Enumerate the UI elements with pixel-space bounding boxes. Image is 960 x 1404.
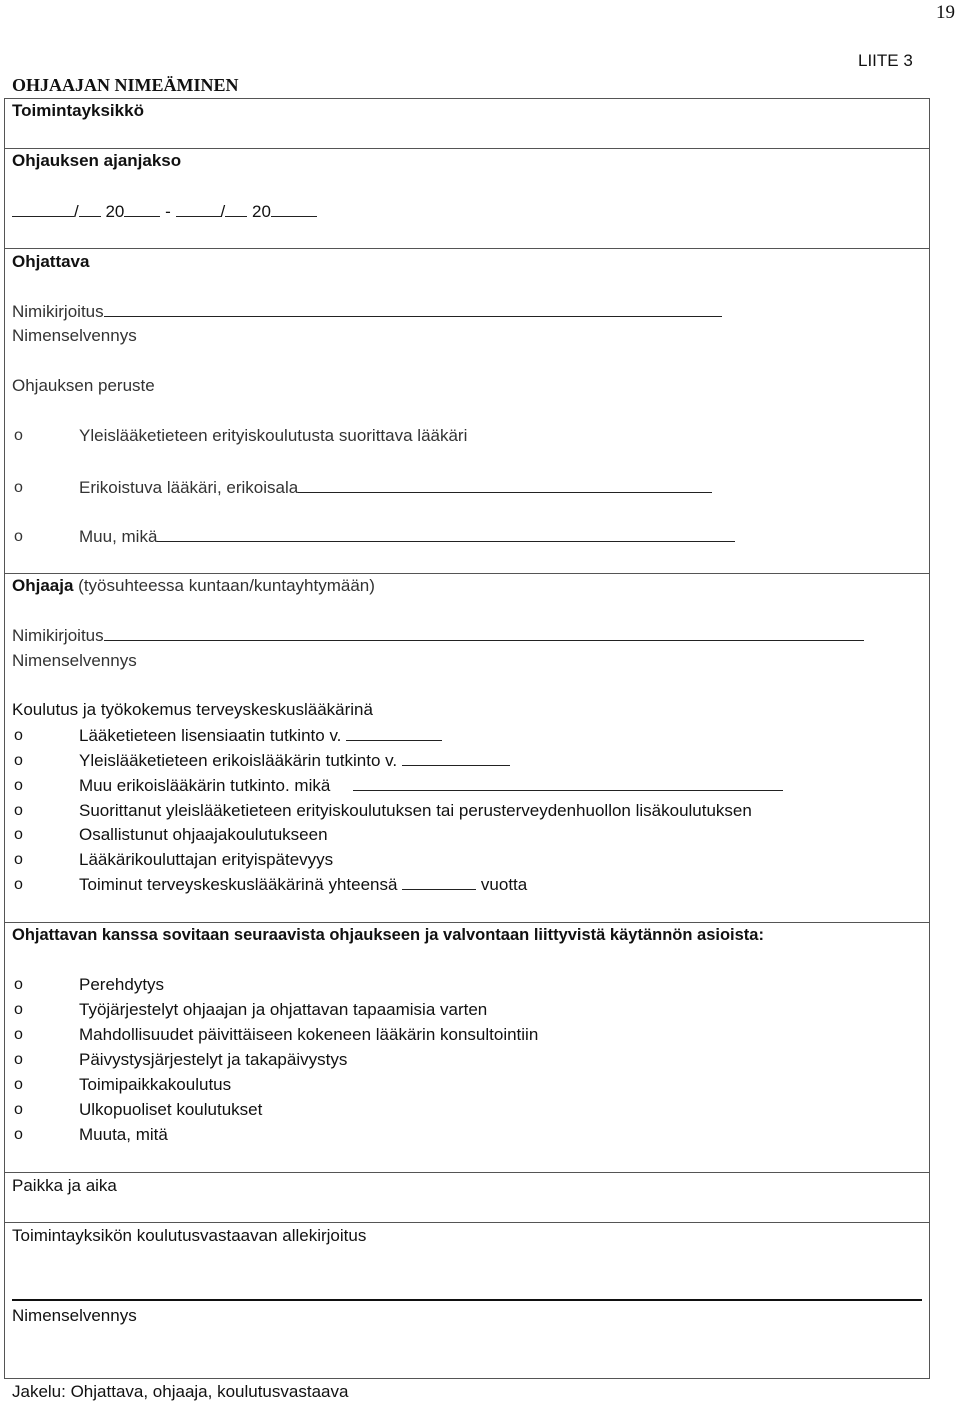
item-workplace-training: Toimipaikkakoulutus [79, 1075, 232, 1094]
place-date-label: Paikka ja aika [12, 1176, 117, 1195]
checkbox-other-matters[interactable]: o [14, 1126, 23, 1143]
radio-other[interactable]: o [14, 528, 23, 545]
item-other-matters: Muuta, mitä [79, 1125, 168, 1144]
checkbox-other-specialist[interactable]: o [14, 777, 23, 794]
option-gp-trainee: Yleislääketieteen erityiskoulutusta suorittava lääkäri [79, 426, 468, 445]
checkbox-on-call[interactable]: o [14, 1051, 23, 1068]
checkbox-gp-specialist[interactable]: o [14, 752, 23, 769]
item-supervisor-training: Osallistunut ohjaajakoulutukseen [79, 825, 328, 844]
checkbox-workplace-training[interactable]: o [14, 1076, 23, 1093]
option-specialist-trainee: Erikoistuva lääkäri, erikoisala [79, 478, 712, 498]
item-meetings: Työjärjestelyt ohjaajan ja ohjattavan tapaamisia varten [79, 1000, 488, 1019]
item-external-training: Ulkopuoliset koulutukset [79, 1100, 263, 1119]
supervision-basis-label: Ohjauksen peruste [12, 376, 155, 395]
option-other: Muu, mikä [79, 527, 735, 547]
period-label: Ohjauksen ajanjakso [12, 151, 182, 170]
supervisee-signature-field[interactable]: Nimikirjoitus [12, 302, 722, 322]
item-md-degree: Lääketieteen lisensiaatin tutkinto v. [79, 726, 442, 746]
checkbox-orientation[interactable]: o [14, 976, 23, 993]
distribution-note: Jakelu: Ohjattava, ohjaaja, koulutusvastaava [12, 1382, 349, 1401]
checkbox-work-years[interactable]: o [14, 876, 23, 893]
checkbox-md-degree[interactable]: o [14, 727, 23, 744]
supervisor-name-label: Nimenselvennys [12, 651, 137, 670]
supervisor-heading: Ohjaaja (työsuhteessa kuntaan/kuntayhtymään) [12, 576, 375, 595]
item-work-years: Toiminut terveyskeskuslääkärinä yhteensä vuotta [79, 875, 528, 894]
radio-gp-trainee[interactable]: o [14, 427, 23, 444]
experience-label: Koulutus ja työkokemus terveyskeskuslääkärinä [12, 700, 373, 719]
supervisor-signature-field[interactable]: Nimikirjoitus [12, 626, 864, 646]
signature-line[interactable] [12, 1299, 922, 1301]
checkbox-trainer-competence[interactable]: o [14, 851, 23, 868]
checkbox-meetings[interactable]: o [14, 1001, 23, 1018]
item-consultation: Mahdollisuudet päivittäiseen kokeneen lääkärin konsultointiin [79, 1025, 539, 1044]
item-gp-specialist: Yleislääketieteen erikoislääkärin tutkinto v. [79, 751, 510, 771]
form-title: OHJAAJAN NIMEÄMINEN [12, 75, 239, 95]
checkbox-special-training[interactable]: o [14, 802, 23, 819]
item-trainer-competence: Lääkärikouluttajan erityispätevyys [79, 850, 334, 869]
item-special-training: Suorittanut yleislääketieteen erityiskoulutuksen tai perusterveydenhuollon lisäkoulutuksen [79, 801, 752, 820]
checkbox-external-training[interactable]: o [14, 1101, 23, 1118]
attachment-label: LIITE 3 [858, 51, 913, 70]
unit-label: Toimintayksikkö [12, 101, 144, 120]
agreement-heading: Ohjattavan kanssa sovitaan seuraavista ohjaukseen ja valvontaan liittyvistä käytännön asioista: [12, 926, 764, 944]
unit-name-label: Nimenselvennys [12, 1306, 137, 1325]
item-other-specialist: Muu erikoislääkärin tutkinto. mikä [79, 776, 783, 796]
unit-signature-label: Toimintayksikön koulutusvastaavan allekirjoitus [12, 1226, 367, 1245]
period-field[interactable]: / 20 - / 20 [12, 202, 317, 222]
radio-specialist-trainee[interactable]: o [14, 479, 23, 496]
supervisee-heading: Ohjattava [12, 252, 90, 271]
item-on-call: Päivystysjärjestelyt ja takapäivystys [79, 1050, 348, 1069]
checkbox-supervisor-training[interactable]: o [14, 826, 23, 843]
page-number: 19 [936, 2, 955, 23]
checkbox-consultation[interactable]: o [14, 1026, 23, 1043]
item-orientation: Perehdytys [79, 975, 165, 994]
supervisee-name-label: Nimenselvennys [12, 326, 137, 345]
